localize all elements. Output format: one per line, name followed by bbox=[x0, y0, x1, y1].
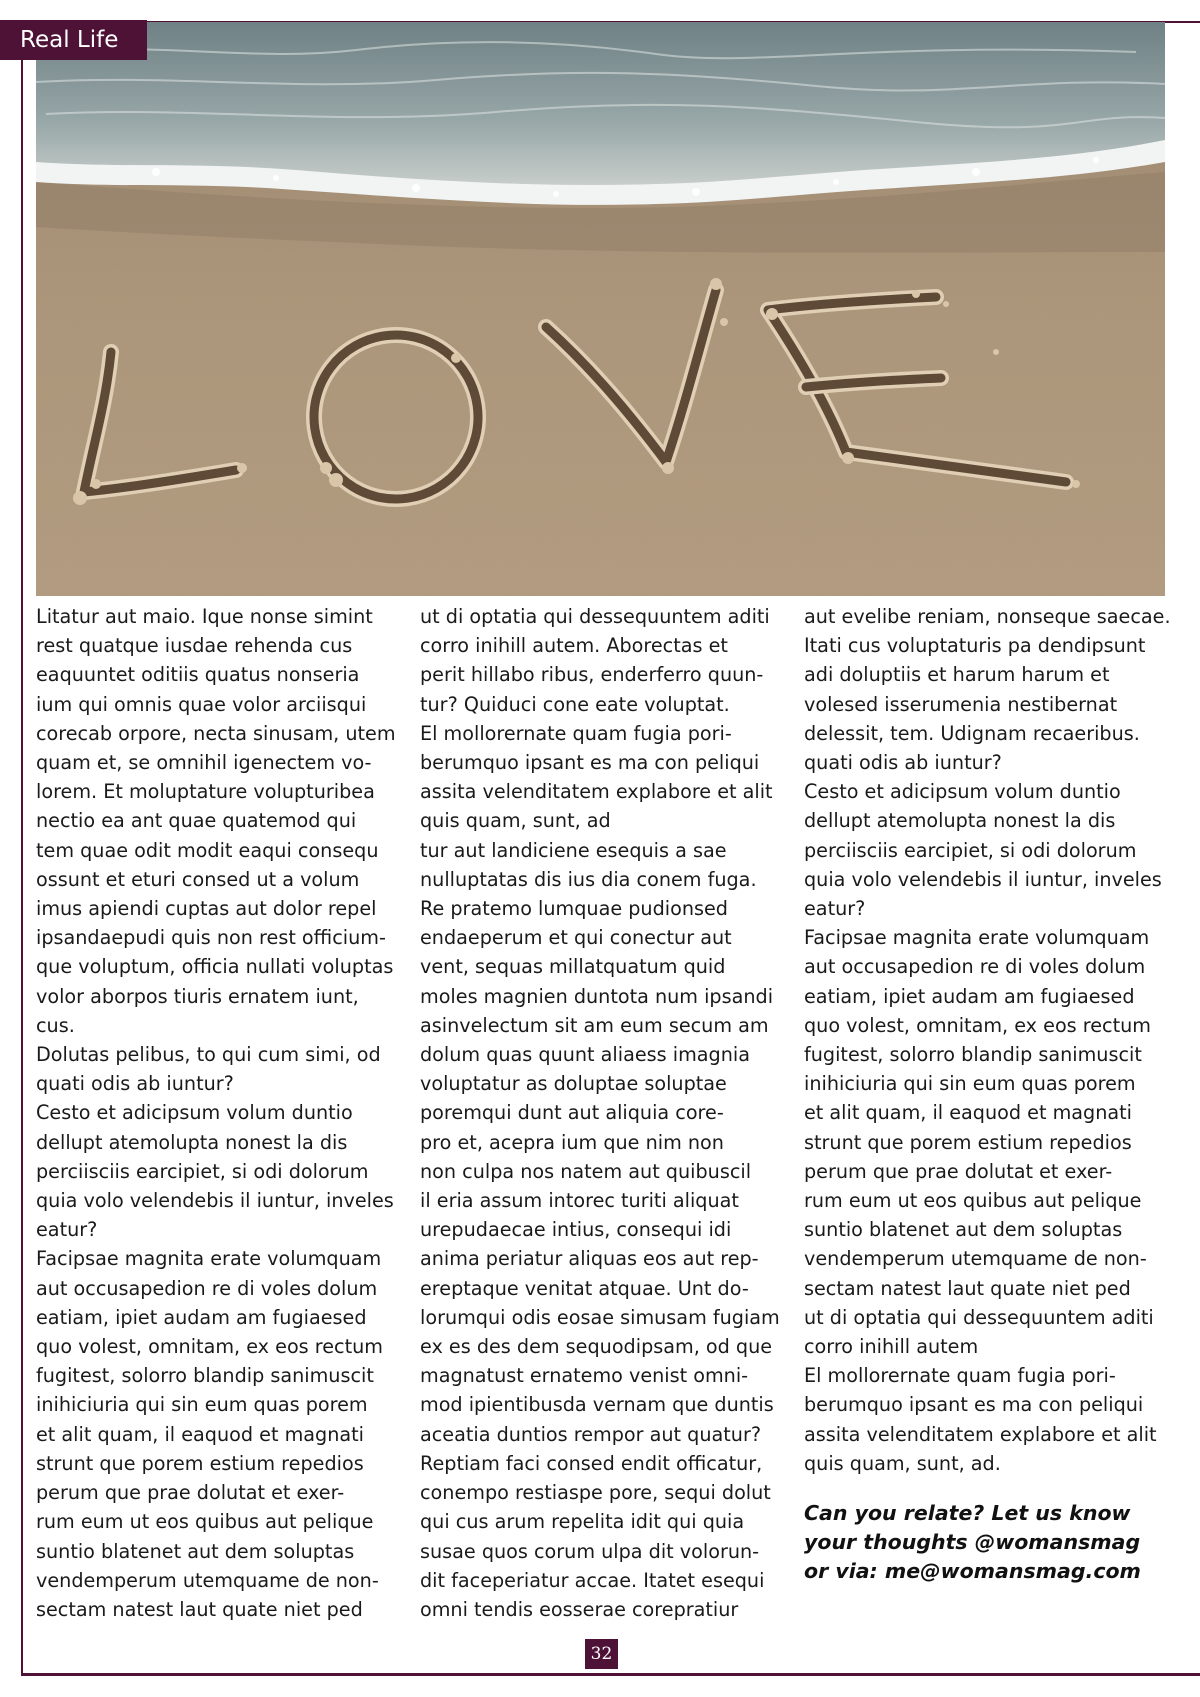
text-line: et alit quam, il eaquod et magnati bbox=[804, 1101, 1132, 1125]
text-line: inihiciuria qui sin eum quas porem bbox=[36, 1393, 368, 1417]
text-line: El mollorernate quam fugia pori- bbox=[420, 721, 732, 745]
text-line: berumquo ipsant es ma con peliqui bbox=[420, 751, 760, 775]
text-line: mod ipientibusda vernam que duntis bbox=[420, 1393, 774, 1417]
text-line: perciisciis earcipiet, si odi dolorum bbox=[804, 838, 1137, 862]
text-line: sectam natest laut quate niet ped bbox=[804, 1276, 1131, 1300]
text-line: ossunt et eturi consed ut a volum bbox=[36, 867, 360, 891]
text-line: ut di optatia qui dessequuntem aditi bbox=[420, 605, 770, 628]
text-line: il eria assum intorec turiti aliquat bbox=[420, 1189, 739, 1213]
text-line: corecab orpore, necta sinusam, utem bbox=[36, 721, 396, 745]
text-line: berumquo ipsant es ma con peliqui bbox=[804, 1393, 1144, 1417]
text-line: aut evelibe reniam, nonseque saecae. bbox=[804, 605, 1171, 628]
text-line: Litatur aut maio. Ique nonse simint bbox=[36, 605, 373, 628]
cta-line: or via: me@womansmag.com bbox=[804, 1559, 1141, 1583]
text-line: endaeperum et qui conectur aut bbox=[420, 926, 732, 950]
text-line: corro inihill autem bbox=[804, 1335, 979, 1359]
text-line: cus. bbox=[36, 1013, 75, 1037]
text-line: suntio blatenet aut dem soluptas bbox=[804, 1218, 1123, 1242]
text-line: perciisciis earcipiet, si odi dolorum bbox=[36, 1159, 369, 1183]
text-line: tur? Quiduci cone eate voluptat. bbox=[420, 692, 730, 716]
text-line: ereptaque venitat atquae. Unt do- bbox=[420, 1276, 749, 1300]
text-line: rest quatque iusdae rehenda cus bbox=[36, 634, 353, 658]
text-line: eatiam, ipiet audam am fugiaesed bbox=[36, 1305, 367, 1329]
text-line: eatiam, ipiet audam am fugiaesed bbox=[804, 984, 1135, 1008]
text-line: aceatia duntios rempor aut quatur? bbox=[420, 1422, 762, 1446]
text-line: anima periatur aliquas eos aut rep- bbox=[420, 1247, 759, 1271]
text-line: qui cus arum repelita idit qui quia bbox=[420, 1510, 745, 1534]
text-line: quo volest, omnitam, ex eos rectum bbox=[804, 1013, 1151, 1037]
text-line: quis quam, sunt, ad bbox=[420, 809, 611, 833]
text-line: volor aborpos tiuris ernatem iunt, bbox=[36, 984, 359, 1008]
text-line: ex es des dem sequodipsam, od que bbox=[420, 1335, 773, 1359]
text-line: volesed isserumenia nestibernat bbox=[804, 692, 1118, 716]
text-line: rum eum ut eos quibus aut pelique bbox=[36, 1510, 374, 1534]
text-line: perit hillabo ribus, enderferro quun- bbox=[420, 663, 764, 687]
text-line: et alit quam, il eaquod et magnati bbox=[36, 1422, 364, 1446]
text-line: El mollorernate quam fugia pori- bbox=[804, 1364, 1116, 1388]
love-in-sand-illustration bbox=[36, 22, 1165, 596]
text-line: assita velenditatem explabore et alit bbox=[420, 780, 773, 804]
text-line: poremqui dunt aut aliquia core- bbox=[420, 1101, 724, 1125]
text-line: Dolutas pelibus, to qui cum simi, od bbox=[36, 1043, 381, 1067]
text-line: suntio blatenet aut dem soluptas bbox=[36, 1539, 355, 1563]
text-line: fugitest, solorro blandip sanimuscit bbox=[36, 1364, 374, 1388]
text-line: dit faceperiatur accae. Itatet esequi bbox=[420, 1568, 765, 1592]
text-line: vendemperum utemquame de non- bbox=[36, 1568, 379, 1592]
text-line: delessit, tem. Udignam recaeribus. bbox=[804, 721, 1140, 745]
text-line: quam et, se omnihil igenectem vo- bbox=[36, 751, 372, 775]
text-line: corro inihill autem. Aborectas et bbox=[420, 634, 728, 658]
text-line: ipsandaepudi quis non rest officium- bbox=[36, 926, 386, 950]
text-line: quia volo velendebis il iuntur, inveles bbox=[36, 1189, 394, 1213]
text-line: quis quam, sunt, ad. bbox=[804, 1451, 1001, 1475]
text-line: Cesto et adicipsum volum duntio bbox=[804, 780, 1121, 804]
text-line: perum que prae dolutat et exer- bbox=[804, 1159, 1113, 1183]
text-line: susae quos corum ulpa dit volorun- bbox=[420, 1539, 760, 1563]
text-line: eatur? bbox=[36, 1218, 98, 1242]
text-line: quia volo velendebis il iuntur, inveles bbox=[804, 867, 1162, 891]
text-line: pro et, acepra ium que nim non bbox=[420, 1130, 724, 1154]
text-line: Reptiam faci consed endit officatur, bbox=[420, 1451, 763, 1475]
article-column-1 bbox=[36, 602, 402, 1624]
text-line: non culpa nos natem aut quibuscil bbox=[420, 1159, 752, 1183]
text-line: Facipsae magnita erate volumquam bbox=[804, 926, 1150, 950]
text-line: lorumqui odis eosae simusam fugiam bbox=[420, 1305, 780, 1329]
article-column-3 bbox=[804, 602, 1170, 1478]
text-line: dolum quas quunt aliaess imagnia bbox=[420, 1043, 750, 1067]
text-line: Itati cus voluptaturis pa dendipsunt bbox=[804, 634, 1146, 658]
text-line: sectam natest laut quate niet ped bbox=[36, 1597, 363, 1621]
text-line: eatur? bbox=[804, 897, 866, 921]
text-line: rum eum ut eos quibus aut pelique bbox=[804, 1189, 1142, 1213]
text-line: quati odis ab iuntur? bbox=[36, 1072, 234, 1096]
text-line: quo volest, omnitam, ex eos rectum bbox=[36, 1335, 383, 1359]
text-line: tur aut landiciene esequis a sae bbox=[420, 838, 727, 862]
text-line: ut di optatia qui dessequuntem aditi bbox=[804, 1305, 1154, 1329]
text-line: strunt que porem estium repedios bbox=[804, 1130, 1132, 1154]
text-line: Cesto et adicipsum volum duntio bbox=[36, 1101, 353, 1125]
text-line: perum que prae dolutat et exer- bbox=[36, 1481, 345, 1505]
text-line: eaquuntet oditiis quatus nonseria bbox=[36, 663, 360, 687]
text-line: ium qui omnis quae volor arciisqui bbox=[36, 692, 367, 716]
text-line: Re pratemo lumquae pudionsed bbox=[420, 897, 728, 921]
cta-line: Can you relate? Let us know bbox=[804, 1501, 1131, 1525]
text-line: tem quae odit modit eaqui consequ bbox=[36, 838, 379, 862]
text-line: magnatust ernatemo venist omni- bbox=[420, 1364, 749, 1388]
text-line: vent, sequas millatquatum quid bbox=[420, 955, 726, 979]
text-line: asinvelectum sit am eum secum am bbox=[420, 1013, 769, 1037]
call-to-action bbox=[804, 1499, 1184, 1586]
text-line: urepudaecae intius, consequi idi bbox=[420, 1218, 732, 1242]
text-line: conempo restiaspe pore, sequi dolut bbox=[420, 1481, 771, 1505]
text-line: nectio ea ant quae quatemod qui bbox=[36, 809, 357, 833]
text-line: lorem. Et moluptature volupturibea bbox=[36, 780, 375, 804]
text-line: que voluptum, officia nullati voluptas bbox=[36, 955, 394, 979]
article-column-2 bbox=[420, 602, 786, 1624]
section-label: Real Life bbox=[0, 20, 147, 60]
text-line: quati odis ab iuntur? bbox=[804, 751, 1002, 775]
text-line: omni tendis eosserae corepratiur bbox=[420, 1597, 739, 1621]
hero-photo bbox=[36, 22, 1165, 596]
text-line: strunt que porem estium repedios bbox=[36, 1451, 364, 1475]
page-number-badge: 32 bbox=[585, 1639, 618, 1669]
text-line: Facipsae magnita erate volumquam bbox=[36, 1247, 382, 1271]
text-line: dellupt atemolupta nonest la dis bbox=[804, 809, 1116, 833]
cta-line: your thoughts @womansmag bbox=[804, 1530, 1141, 1554]
text-line: assita velenditatem explabore et alit bbox=[804, 1422, 1157, 1446]
text-line: vendemperum utemquame de non- bbox=[804, 1247, 1147, 1271]
text-line: moles magnien duntota num ipsandi bbox=[420, 984, 774, 1008]
text-line: adi doluptiis et harum harum et bbox=[804, 663, 1110, 687]
text-line: fugitest, solorro blandip sanimuscit bbox=[804, 1043, 1142, 1067]
text-line: inihiciuria qui sin eum quas porem bbox=[804, 1072, 1136, 1096]
text-line: dellupt atemolupta nonest la dis bbox=[36, 1130, 348, 1154]
text-line: nulluptatas dis ius dia conem fuga. bbox=[420, 867, 757, 891]
text-line: voluptatur as doluptae soluptae bbox=[420, 1072, 727, 1096]
text-line: imus apiendi cuptas aut dolor repel bbox=[36, 897, 377, 921]
text-line: aut occusapedion re di voles dolum bbox=[804, 955, 1146, 979]
text-line: aut occusapedion re di voles dolum bbox=[36, 1276, 378, 1300]
